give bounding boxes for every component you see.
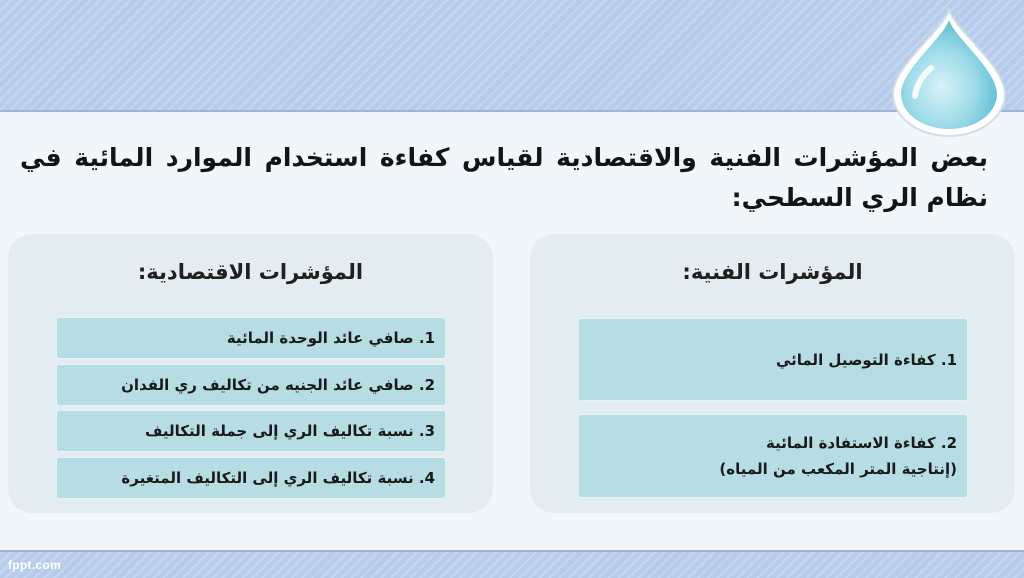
economic-heading: المؤشرات الاقتصادية: xyxy=(137,260,364,284)
technical-item xyxy=(578,414,968,498)
technical-item-line: 2. كفاءة الاستفادة المائية xyxy=(766,434,957,452)
technical-item-line: 1. كفاءة التوصيل المائي xyxy=(775,350,957,369)
footer-logo: fppt.com xyxy=(8,558,62,572)
economic-item: 4. نسبة تكاليف الري إلى التكاليف المتغيرة xyxy=(56,457,446,499)
technical-heading: المؤشرات الفنية: xyxy=(682,260,863,284)
footer-band xyxy=(0,550,1024,578)
technical-item-subline: (إنتاجية المتر المكعب من المياه) xyxy=(719,460,957,478)
technical-indicators-panel xyxy=(530,234,1015,513)
slide-title: بعض المؤشرات الفنية والاقتصادية لقياس كفاءة استخدام الموارد المائية في نظام الري السطحي: xyxy=(20,143,988,212)
economic-item: 3. نسبة تكاليف الري إلى جملة التكاليف xyxy=(56,410,446,452)
economic-item: 2. صافي عائد الجنيه من تكاليف ري الفدان xyxy=(56,364,446,406)
technical-item xyxy=(578,318,968,401)
economic-item: 1. صافي عائد الوحدة المائية xyxy=(56,317,446,359)
economic-indicators-panel xyxy=(8,234,493,513)
water-drop-icon xyxy=(885,6,1013,138)
header-band xyxy=(0,0,1024,112)
